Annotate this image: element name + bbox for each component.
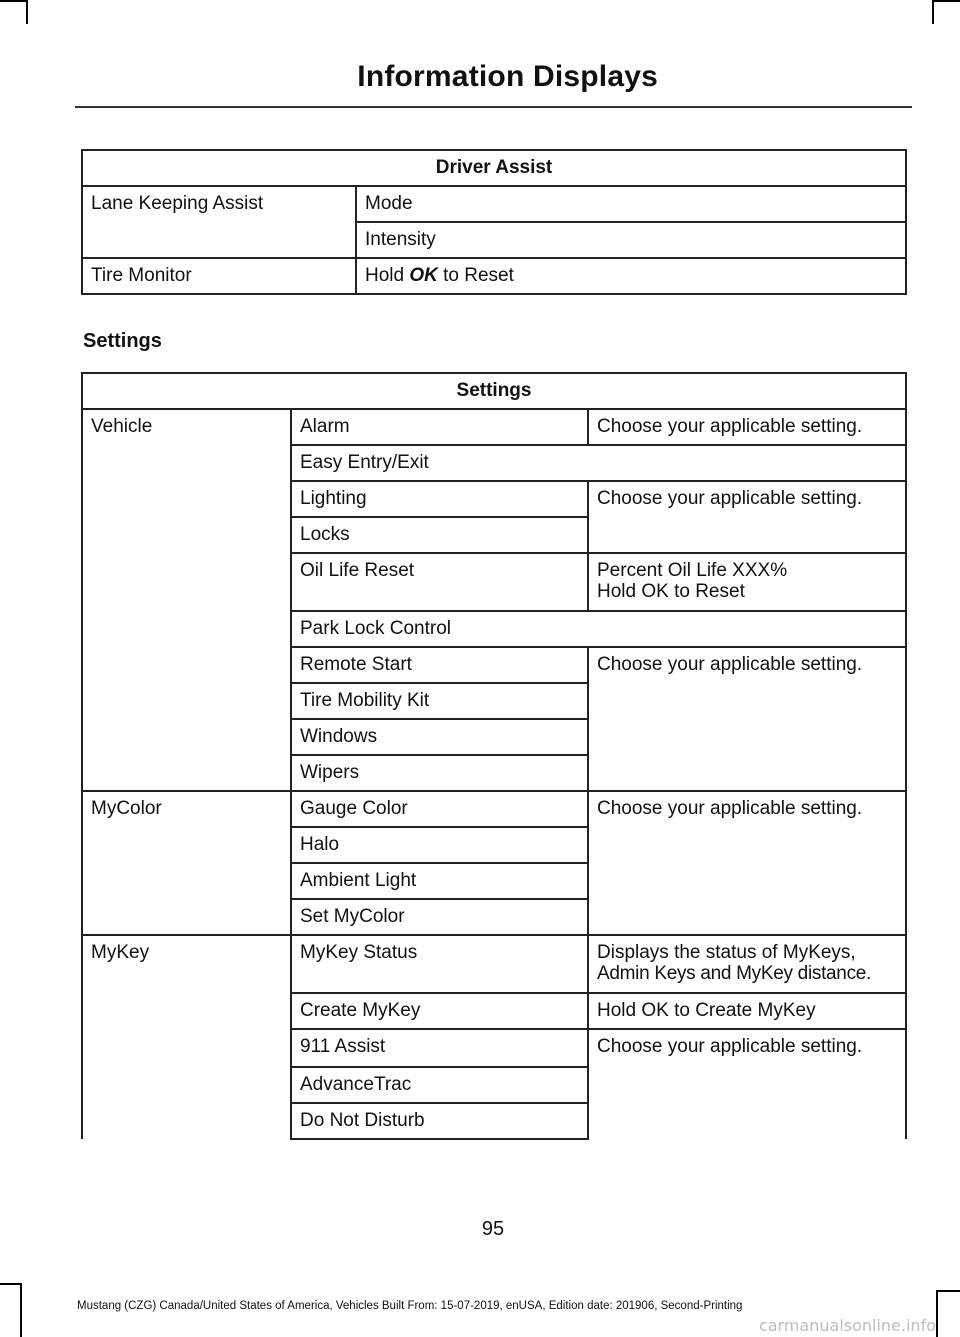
- setting-item: Alarm: [291, 409, 588, 445]
- lane-keeping-mode: Mode: [356, 186, 906, 222]
- oil-hold: Hold OK to Reset: [597, 581, 745, 602]
- setting-item: Easy Entry/Exit: [291, 445, 906, 481]
- setting-item: Ambient Light: [291, 863, 588, 899]
- tire-monitor-label: Tire Monitor: [82, 258, 356, 294]
- tire-monitor-action: Hold OK to Reset: [356, 258, 906, 294]
- table-title: Settings: [82, 373, 906, 409]
- table-title: Driver Assist: [82, 150, 906, 186]
- crop-mark: [20, 1283, 22, 1337]
- setting-item: AdvanceTrac: [291, 1067, 588, 1103]
- setting-description: Choose your applicable setting.: [588, 481, 906, 553]
- section-heading: Settings: [83, 330, 162, 352]
- setting-item: Do Not Disturb: [291, 1103, 588, 1139]
- lane-keeping-intensity: Intensity: [356, 222, 906, 258]
- setting-item: Set MyColor: [291, 899, 588, 935]
- setting-item: Locks: [291, 517, 588, 553]
- setting-item: Oil Life Reset: [291, 553, 588, 611]
- mykey-label: MyKey: [82, 935, 291, 1139]
- crop-mark: [936, 1290, 960, 1292]
- crop-mark: [0, 1283, 22, 1285]
- watermark: carmanualsonline.info: [758, 1316, 936, 1335]
- setting-item: Park Lock Control: [291, 611, 906, 647]
- setting-item: Remote Start: [291, 647, 588, 683]
- setting-item: Windows: [291, 719, 588, 755]
- settings-table: [81, 372, 907, 1140]
- footer-text: Mustang (CZG) Canada/United States of America, Vehicles Built From: 15-07-2019, enUSA, Edition date: 201906, Second-Printing: [77, 1300, 743, 1312]
- crop-mark: [932, 0, 934, 24]
- setting-description: Hold OK to Create MyKey: [588, 993, 906, 1029]
- setting-description: Choose your applicable setting.: [588, 409, 906, 445]
- setting-description: Choose your applicable setting.: [588, 1029, 906, 1139]
- driver-assist-table: [81, 149, 907, 295]
- setting-item: Halo: [291, 827, 588, 863]
- setting-description: [588, 553, 906, 611]
- setting-description: Choose your applicable setting.: [588, 647, 906, 791]
- setting-description: Choose your applicable setting.: [588, 791, 906, 935]
- setting-item: Gauge Color: [291, 791, 588, 827]
- crop-mark: [0, 0, 28, 2]
- oil-percent: Percent Oil Life XXX%: [597, 560, 788, 581]
- setting-description: [588, 935, 906, 993]
- vehicle-label: Vehicle: [82, 409, 291, 791]
- title-rule: [75, 106, 912, 108]
- crop-mark: [932, 0, 960, 2]
- lane-keeping-label: Lane Keeping Assist: [82, 186, 356, 258]
- mykey-status-line-2: Admin Keys and MyKey distance.: [597, 963, 872, 984]
- crop-mark: [936, 1290, 938, 1337]
- setting-item: Wipers: [291, 755, 588, 791]
- setting-item: MyKey Status: [291, 935, 588, 993]
- setting-item: 911 Assist: [291, 1029, 588, 1067]
- crop-mark: [26, 0, 28, 24]
- page-number: 95: [481, 1218, 505, 1240]
- mycolor-label: MyColor: [82, 791, 291, 935]
- setting-item: Create MyKey: [291, 993, 588, 1029]
- setting-item: Tire Mobility Kit: [291, 683, 588, 719]
- mykey-status-line-1: Displays the status of MyKeys,: [597, 942, 856, 963]
- page-title: Information Displays: [357, 60, 658, 93]
- setting-item: Lighting: [291, 481, 588, 517]
